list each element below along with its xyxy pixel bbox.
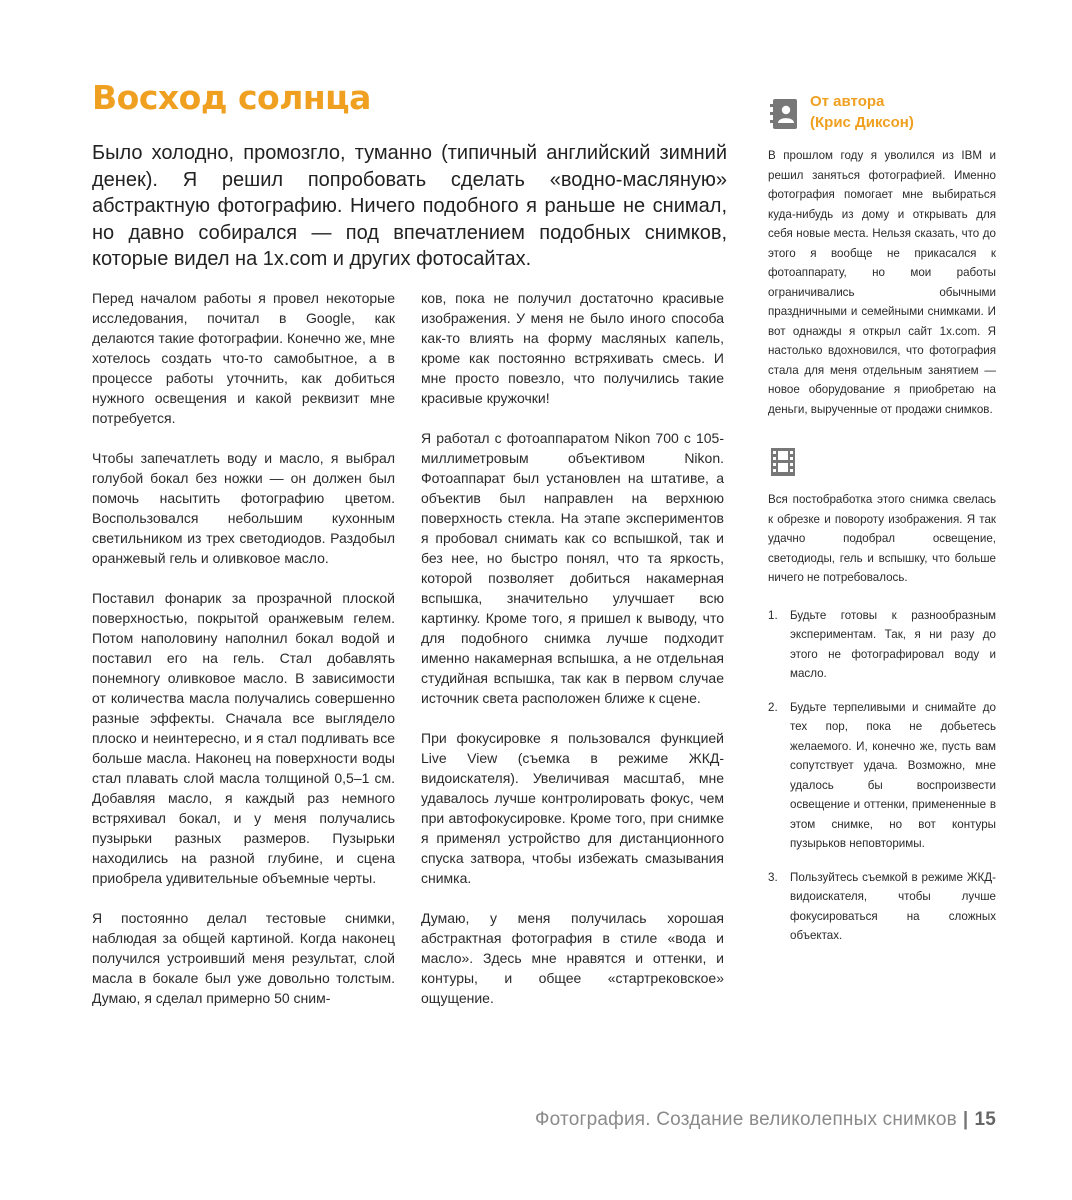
list-item-text: Пользуйтесь съемкой в режиме ЖКД-видоискателя, чтобы лучше фокусироваться на сложных объектах.	[790, 870, 996, 942]
tips-list	[768, 606, 996, 946]
list-item-text: Будьте готовы к разнообразным экспериментам. Так, я ни разу до этого не фотографировал воду и масло.	[790, 608, 996, 680]
author-note-text: В прошлом году я уволился из IBM и решил заняться фотографией. Именно фотография помогает мне выбираться куда-нибудь из дому и открывать для себя новые места. Нельзя сказать, что до этого я вообще не прикасался к фотоаппарату, но мои работы ограничивались обычными праздничными и семейными снимками. И вот однажды я открыл сайт 1x.com. Я настолько вдохновился, что фотография стала для меня отдельным занятием — новое оборудование я приобретаю на деньги, вырученные от продажи снимков.	[768, 149, 996, 416]
body-paragraph: Я постоянно делал тестовые снимки, наблюдая за общей картиной. Когда наконец получился устроивший меня результат, слой масла в бокале был уже довольно толстым. Думаю, я сделал примерно 50 сним-	[92, 910, 395, 1006]
contact-card-icon	[768, 98, 800, 130]
list-item-number: 2.	[768, 700, 778, 714]
list-item-number: 3.	[768, 870, 778, 884]
lead-paragraph: Было холодно, промозгло, туманно (типичный английский зимний денек). Я решил попробовать сделать «водно-масляную» абстрактную фотографию. Ничего подобного я раньше не снимал, но давно собирался — под впечатлением подобных снимков, которые видел на 1x.com и других фотосайтах.	[92, 142, 727, 270]
book-title: Фотография. Создание великолепных снимков	[535, 1109, 957, 1130]
author-heading	[810, 91, 1000, 133]
author-note	[768, 146, 996, 419]
body-column-right	[421, 288, 724, 1028]
film-strip-icon	[770, 446, 802, 478]
body-paragraph: Перед началом работы я провел некоторые исследования, почитал в Google, как делаются такие фотографии. Конечно же, мне хотелось создать что-то самобытное, а в процессе работы уточнить, как добиться нужного освещения и какой реквизит мне потребуется.	[92, 290, 395, 426]
page-footer	[535, 1109, 996, 1131]
body-paragraph: При фокусировке я пользовался функцией Live View (съемка в режиме ЖКД-видоискателя). Увеличивая масштаб, мне удавалось лучше контролировать фокус, чем при автофокусировке. Кроме того, при снимке я применял устройство для дистанционного спуска затвора, чтобы избежать смазывания снимка.	[421, 730, 724, 886]
list-item	[768, 868, 996, 946]
list-item-number: 1.	[768, 608, 778, 622]
page-title: Восход солнца	[92, 78, 371, 117]
body-paragraph: Поставил фонарик за прозрачной плоской поверхностью, покрытой оранжевым гелем. Потом наполовину наполнил бокал водой и поставил его на гель. Стал добавлять понемногу оливковое масло. В зависимости от количества масла получались совершенно разные эффекты. Сначала все выглядело плоско и неинтересно, и я стал подливать все больше масла. Наконец на поверхности воды стал плавать слой масла толщиной 0,5–1 см. Добавляя масло, я каждый раз немного встряхивал бокал, и у меня получались пузырьки разных размеров. Пузырьки находились на разной глубине, и сцена приобрела удивительные объемные черты.	[92, 590, 395, 886]
list-item	[768, 606, 996, 684]
postprocessing-note	[768, 490, 996, 960]
body-paragraph: ков, пока не получил достаточно красивые изображения. У меня не было иного способа как-то влиять на форму масляных капель, кроме как постоянно встряхивать смесь. И мне просто повезло, что получились такие красивые кружочки!	[421, 290, 724, 406]
body-paragraph: Я работал с фотоаппаратом Nikon 700 с 105-миллиметровым объективом Nikon. Фотоаппарат был установлен на штативе, а объектив был направлен на верхнюю поверхность стекла. На этапе экспериментов я пробовал снимать как со вспышкой, так и без нее, но быстро понял, что та яркость, которой позволяет добиться накамерная вспышка, значительно улучшает всю картинку. Кроме того, я пришел к выводу, что для подобного снимка лучше подходит именно накамерная вспышка, а не отдельная студийная вспышка, так как в первом случае источник света расположен ближе к сцене.	[421, 430, 724, 706]
list-item-text: Будьте терпеливыми и снимайте до тех пор, пока не добьетесь желаемого. И, конечно же, пусть вам сопутствует удача. Возможно, мне удалось бы воспроизвести освещение и оттенки, примененные в этом снимке, но вот контуры пузырьков неповторимы.	[790, 700, 996, 850]
list-item	[768, 698, 996, 854]
author-heading-name: (Крис Диксон)	[810, 114, 914, 131]
author-heading-line: От автора	[810, 93, 885, 110]
body-paragraph: Чтобы запечатлеть воду и масло, я выбрал голубой бокал без ножки — он должен был помочь насытить фотографию цветом. Воспользовался небольшим кухонным светильником из трех светодиодов. Раздобыл оранжевый гель и оливковое масло.	[92, 450, 395, 566]
body-paragraph: Думаю, у меня получилась хорошая абстрактная фотография в стиле «вода и масло». Здесь мне нравятся и оттенки, и контуры, и общее «стартрековское» ощущение.	[421, 910, 724, 1006]
body-column-left	[92, 288, 395, 1028]
postprocessing-text: Вся постобработка этого снимка свелась к обрезке и повороту изображения. Я так удачно подобрал освещение, светодиоды, гель и вспышку, что больше ничего не потребовалось.	[768, 493, 996, 584]
footer-separator: |	[962, 1109, 969, 1130]
page-number: 15	[974, 1109, 996, 1130]
